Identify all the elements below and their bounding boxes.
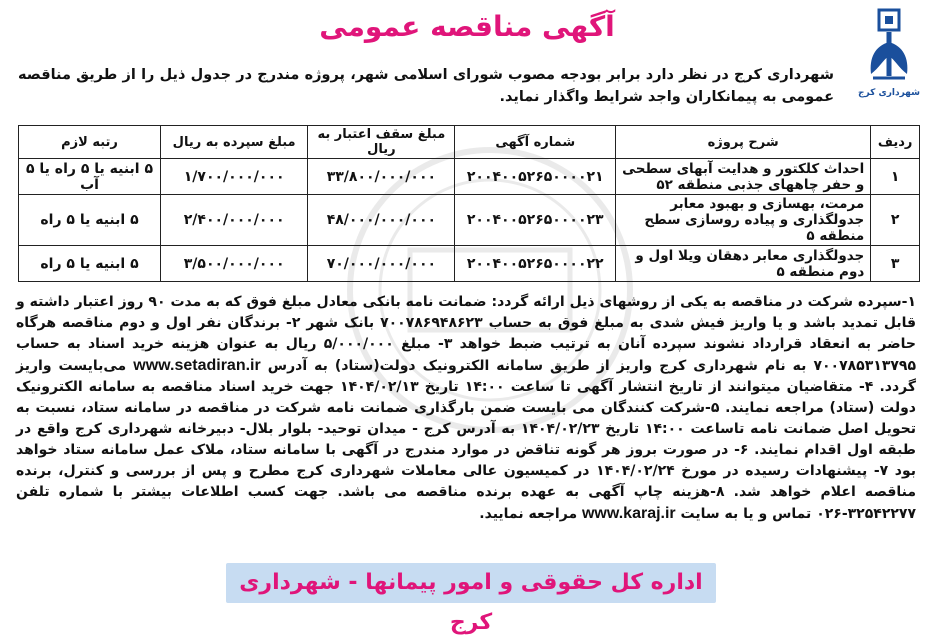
- terms-part-1: ۱-سپرده شرکت در مناقصه به یکی از روشهای ذیل ارائه گردد: ضمانت نامه بانکی معادل مبلغ فوق که به مدت ۹۰ روز اعتبار داشته و قابل تمدید باشد و یا واریز فیش شدی به مبلغ فوق به حساب ۷۰۰۷۸۶۹۴۸۶۲۳ بانک شهر ۲- برندگان نفر اول و دوم مناقصه هرگاه حاضر به انعقاد قرارداد نشوند سپرده آنان به ترتیب ضبط خواهد ۳- مبلغ ۵/۰۰۰/۰۰۰ ریال به عنوان هزینه خرید اسناد به حساب ۷۰۰۷۸۵۳۱۳۷۹۵ به نام شهرداری کرج واریز از طریق سامانه الکترونیک دولت(ستاد) به آدرس: [16, 294, 916, 374]
- credit-cap: ۴۸/۰۰۰/۰۰۰/۰۰۰: [308, 195, 455, 246]
- header-ad-number: شماره آگهی: [455, 126, 615, 159]
- footer-banner: [226, 563, 716, 635]
- ad-number: ۲۰۰۴۰۰۵۲۶۵۰۰۰۰۲۳: [455, 195, 615, 246]
- tender-terms: [16, 292, 916, 525]
- header-credit-cap: مبلغ سقف اعتبار به ریال: [308, 126, 455, 159]
- intro-text: شهرداری کرج در نظر دارد برابر بودجه مصوب شورای اسلامی شهر، پروژه مندرج در جدول ذیل را از طریق مناقصه عمومی به پیمانکاران واجد شرایط واگذار نماید.: [18, 67, 834, 105]
- page-title: آگهی مناقصه عمومی: [319, 10, 615, 43]
- header-row-number: ردیف: [871, 126, 920, 159]
- terms-part-2: می‌بایست واریز گردد. ۴- متقاضیان میتوانند از تاریخ انتشار آگهی تا ساعت ۱۴:۰۰ تاریخ ۱۴۰۴/۰۲/۱۳ جهت خرید اسناد مناقصه به سامانه الکترونیک دولت (ستاد) مراجعه نمایند. ۵-شرکت کنندگان می بایست ضمن بارگذاری ضمانت نامه شرکت در مناقصه در سامانه ستاد، نسبت به تحویل اصل ضمانت نامه تاساعت ۱۴:۰۰ تاریخ ۱۴۰۴/۰۲/۲۳ به آدرس کرج - میدان توحید- بلوار بلال- دبیرخانه شهرداری کرج واقع در طبقه اول اقدام نمایند. ۶- در صورت بروز هر گونه تناقض در موارد مندرج در آگهی با سامانه ستاد، ملاک عمل سامانه ستاد خواهد بود ۷- پیشنهادات رسیده در مورخ ۱۴۰۴/۰۲/۲۴ در کمیسیون عالی معاملات شهرداری کرج مطرح و پس از بررسی و کنترل، برنده مناقصه اعلام خواهد شد. ۸-هزینه چاپ آگهی به عهده برنده مناقصه می باشد.: [16, 358, 917, 500]
- karaj-website-link[interactable]: www.karaj.ir: [581, 505, 676, 522]
- credit-cap: ۷۰/۰۰۰/۰۰۰/۰۰۰: [308, 246, 455, 282]
- required-rank: ۵ ابنیه یا ۵ راه: [19, 246, 161, 282]
- row-number: ۳: [871, 246, 920, 282]
- setadiran-link[interactable]: www.setadiran.ir: [133, 357, 261, 374]
- project-description: احداث کلکتور و هدایت آبهای سطحی و حفر چاههای جذبی منطقه ۵۲: [615, 159, 870, 195]
- logo-caption: شهرداری کرج: [858, 88, 920, 98]
- row-number: ۲: [871, 195, 920, 246]
- header-project-description: شرح پروژه: [615, 126, 870, 159]
- footer-department-label: اداره کل حقوقی و امور پیمانها - شهرداری کرج: [239, 570, 703, 635]
- contact-text-end: مراجعه نمایید.: [479, 506, 578, 522]
- ad-number: ۲۰۰۴۰۰۵۲۶۵۰۰۰۰۲۲: [455, 246, 615, 282]
- header-required-rank: رتبه لازم: [19, 126, 161, 159]
- table-header-row: [19, 126, 920, 159]
- header-deposit: مبلغ سپرده به ریال: [161, 126, 308, 159]
- deposit-amount: ۲/۴۰۰/۰۰۰/۰۰۰: [161, 195, 308, 246]
- credit-cap: ۳۳/۸۰۰/۰۰۰/۰۰۰: [308, 159, 455, 195]
- project-description: جدولگذاری معابر دهقان ویلا اول و دوم منطقه ۵: [615, 246, 870, 282]
- table-row: [19, 195, 920, 246]
- tender-table: [18, 125, 920, 282]
- table-row: [19, 159, 920, 195]
- row-number: ۱: [871, 159, 920, 195]
- deposit-amount: ۳/۵۰۰/۰۰۰/۰۰۰: [161, 246, 308, 282]
- contact-text: جهت کسب اطلاعات بیشتر با شماره تلفن ۳۲۵۴۲۲۷۷-۰۲۶ تماس و یا به سایت: [16, 484, 916, 522]
- project-description: مرمت، بهسازی و بهبود معابر جدولگذاری و پیاده روسازی سطح منطقه ۵: [615, 195, 870, 246]
- required-rank: ۵ ابنیه یا ۵ راه یا ۵ آب: [19, 159, 161, 195]
- deposit-amount: ۱/۷۰۰/۰۰۰/۰۰۰: [161, 159, 308, 195]
- table-row: [19, 246, 920, 282]
- required-rank: ۵ ابنیه یا ۵ راه: [19, 195, 161, 246]
- ad-number: ۲۰۰۴۰۰۵۲۶۵۰۰۰۰۲۱: [455, 159, 615, 195]
